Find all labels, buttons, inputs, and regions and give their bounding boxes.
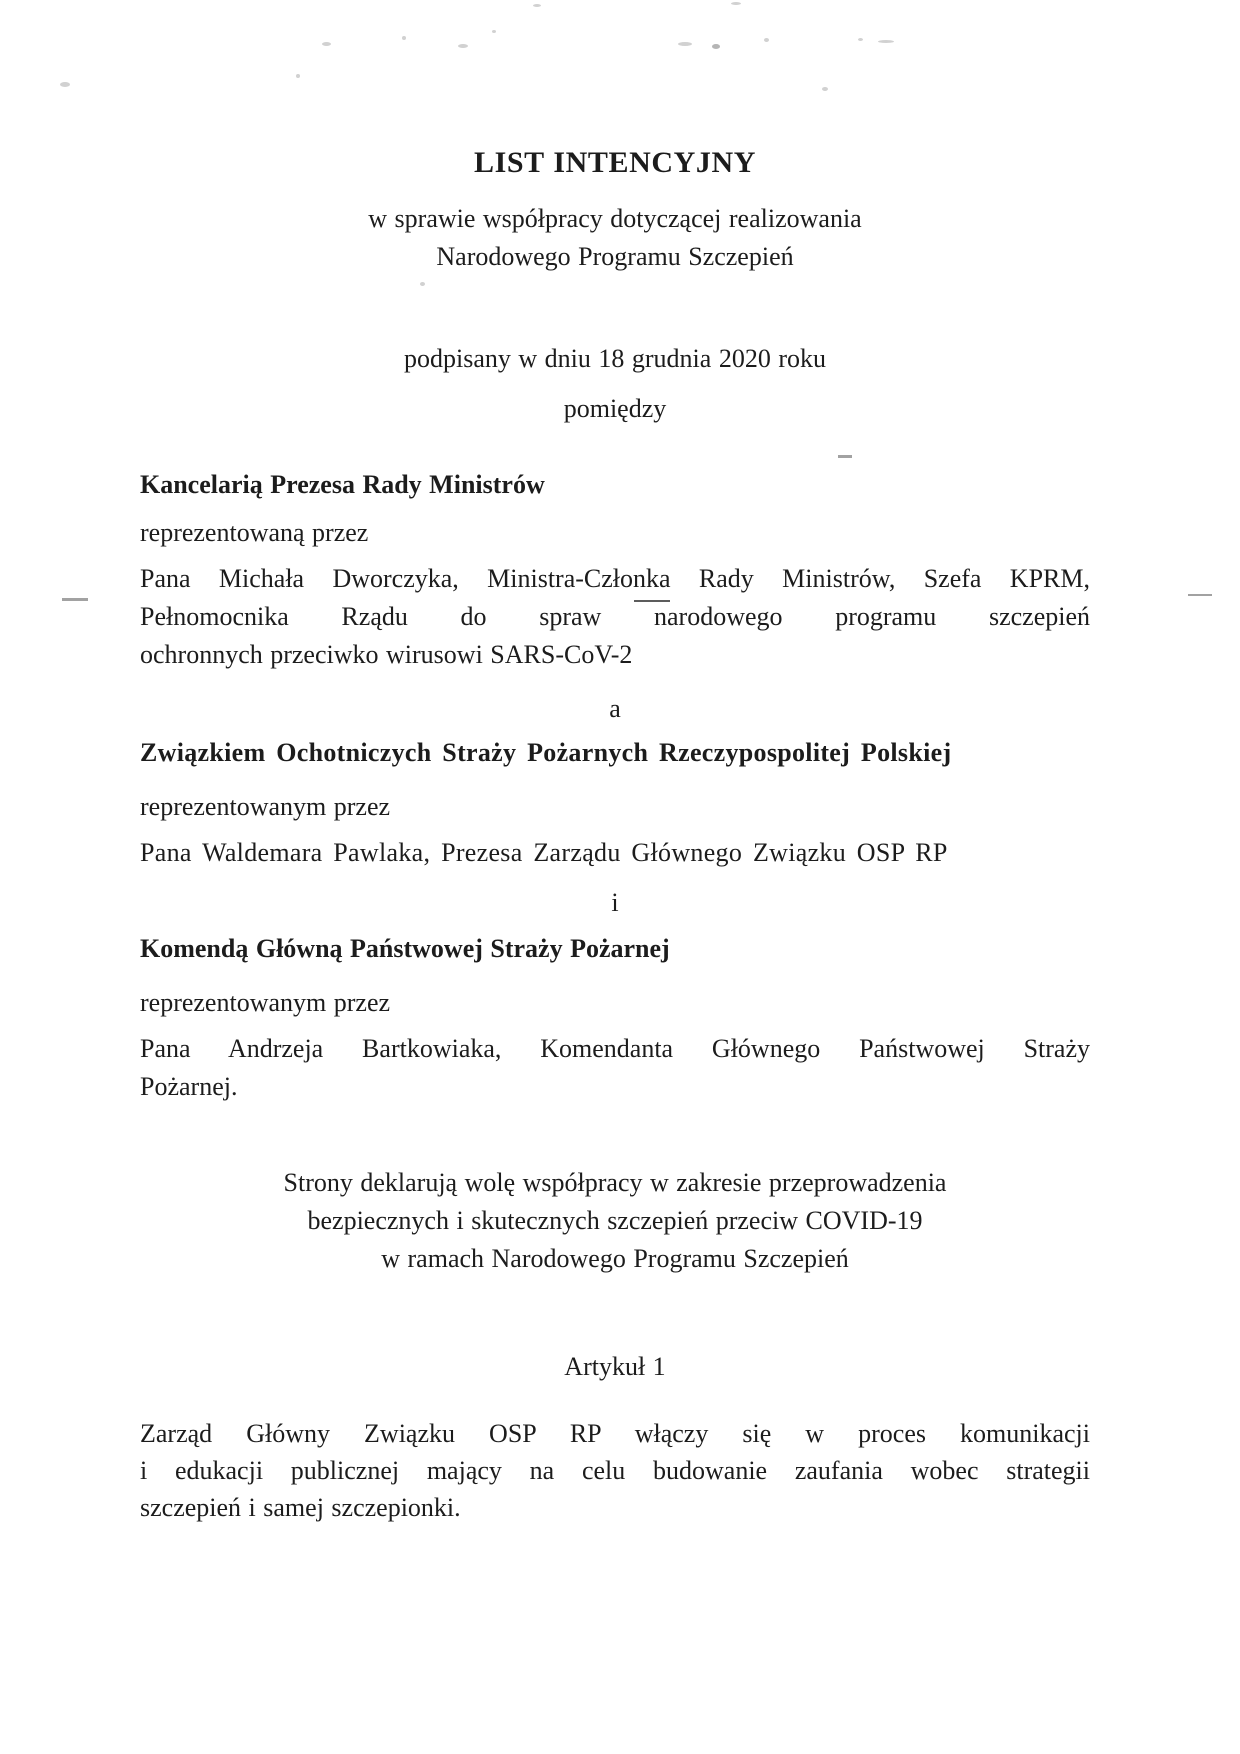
- scan-artifact-dash: [62, 598, 88, 601]
- article1-heading: Artykuł 1: [564, 1352, 666, 1381]
- party1-representative-line-2: Pełnomocnika Rządu do spraw narodowego programu szczepień: [140, 602, 1090, 631]
- scan-artifact-speck: [822, 87, 828, 91]
- scan-artifact-speck: [458, 44, 468, 48]
- subtitle-line-1: w sprawie współpracy dotyczącej realizowania: [368, 204, 862, 233]
- party1-representative-line-3: ochronnych przeciwko wirusowi SARS-CoV-2: [140, 640, 633, 669]
- subtitle-line-2: Narodowego Programu Szczepień: [436, 242, 794, 271]
- article1-body: [140, 1415, 1090, 1526]
- scan-artifact-speck: [420, 282, 425, 286]
- scan-artifact-speck: [322, 42, 331, 46]
- party1-represented-by: reprezentowaną przez: [140, 518, 369, 547]
- declaration: [140, 1164, 1090, 1278]
- party1-representative-line-1: Pana Michała Dworczyka, Ministra-Członka Rady Ministrów, Szefa KPRM,: [140, 564, 1090, 593]
- declaration-line-1: Strony deklarują wolę współpracy w zakresie przeprowadzenia: [283, 1168, 947, 1197]
- party2-representative-line-1: Pana Waldemara Pawlaka, Prezesa Zarządu Głównego Związku OSP RP: [140, 838, 948, 867]
- document-subtitle: [140, 200, 1090, 276]
- article1-line-1: Zarząd Główny Związku OSP RP włączy się w proces komunikacji: [140, 1419, 1090, 1448]
- document-title: LIST INTENCYJNY: [473, 146, 757, 179]
- connector-i: i: [611, 888, 619, 917]
- party1-representative: [140, 560, 1090, 674]
- scan-artifact-speck: [402, 36, 406, 40]
- scan-artifact-speck: [296, 74, 300, 78]
- article1-line-3: szczepień i samej szczepionki.: [140, 1493, 461, 1522]
- scan-artifact-speck: [858, 38, 863, 41]
- signed-date-line: podpisany w dniu 18 grudnia 2020 roku: [404, 344, 826, 373]
- party2-name: Związkiem Ochotniczych Straży Pożarnych Rzeczypospolitej Polskiej: [140, 738, 952, 767]
- party2-represented-by: reprezentowanym przez: [140, 792, 391, 821]
- party3-represented-by: reprezentowanym przez: [140, 988, 391, 1017]
- declaration-line-3: w ramach Narodowego Programu Szczepień: [381, 1244, 849, 1273]
- between-label: pomiędzy: [563, 394, 667, 423]
- scan-artifact-speck: [712, 44, 720, 49]
- scan-artifact-speck: [678, 42, 692, 46]
- scan-artifact-dash: [838, 455, 852, 458]
- scan-artifact-speck: [492, 30, 496, 33]
- article1-line-2: i edukacji publicznej mający na celu budowanie zaufania wobec strategii: [140, 1456, 1090, 1485]
- scan-artifact-speck: [533, 4, 541, 7]
- party1-name: Kancelarią Prezesa Rady Ministrów: [140, 470, 545, 499]
- scan-artifact-dash: [1188, 594, 1212, 596]
- scan-artifact-speck: [878, 40, 894, 43]
- declaration-line-2: bezpiecznych i skutecznych szczepień przeciw COVID-19: [307, 1206, 923, 1235]
- scan-artifact-speck: [60, 82, 70, 87]
- connector-a: a: [609, 694, 621, 723]
- party3-representative-line-2: Pożarnej.: [140, 1072, 238, 1101]
- party3-representative-line-1: Pana Andrzeja Bartkowiaka, Komendanta Głównego Państwowej Straży: [140, 1034, 1090, 1063]
- party3-representative: [140, 1030, 1090, 1106]
- scan-artifact-underline: [634, 600, 670, 602]
- scan-artifact-speck: [731, 2, 741, 5]
- scan-artifact-speck: [764, 38, 769, 42]
- party3-name: Komendą Główną Państwowej Straży Pożarnej: [140, 934, 670, 963]
